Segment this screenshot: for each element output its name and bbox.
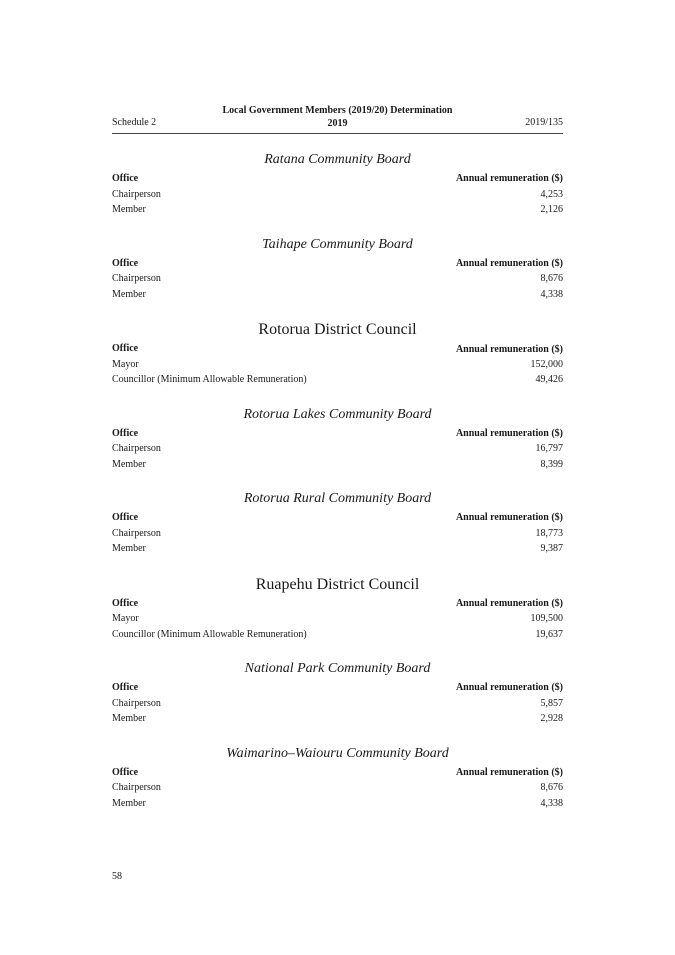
office-cell: Councillor (Minimum Allowable Remuneration) [112,374,307,385]
table-row [112,287,563,303]
section-title: Ratana Community Board [264,152,411,167]
amount-cell: 109,500 [530,613,563,624]
table-row [112,611,563,627]
table-row [112,711,563,727]
table-row [112,372,563,388]
document-number: 2019/135 [525,117,563,128]
office-cell: Member [112,458,146,470]
amount-cell: 4,338 [540,797,563,809]
table-row [112,357,563,373]
table-header [112,426,563,442]
amount-cell: 8,399 [540,458,563,470]
section-title: National Park Community Board [244,661,431,676]
section-title: Waimarino–Waiouru Community Board [226,745,449,761]
table-row [112,202,563,218]
table-header [112,680,563,696]
amount-cell: 152,000 [530,358,563,370]
section-title: Taihape Community Board [262,236,413,252]
running-header [112,104,563,134]
table-row [112,457,563,473]
table-row [112,627,563,643]
table-header [112,765,563,781]
column-header-amount: Annual remuneration ($) [455,427,563,439]
section-board [112,660,563,727]
table-header [112,341,563,357]
table-row [112,271,563,287]
section-board [112,745,563,812]
office-cell: Chairperson [112,443,161,454]
column-header-amount: Annual remuneration ($) [455,597,563,609]
office-cell: Chairperson [112,782,161,793]
column-header-office: Office [112,427,139,439]
office-cell: Member [112,204,146,215]
document-title-line1: Local Government Members (2019/20) Determination [222,105,453,116]
office-cell: Member [112,543,146,554]
section-title: Ruapehu District Council [255,575,420,593]
amount-cell: 9,387 [540,543,563,554]
column-header-office: Office [112,343,139,354]
section-title: Rotorua Rural Community Board [243,491,432,506]
office-cell: Chairperson [112,527,161,539]
table-row [112,796,563,812]
column-header-amount: Annual remuneration ($) [455,173,563,184]
table-row [112,780,563,796]
column-header-office: Office [112,682,139,693]
table-header [112,510,563,526]
section-board [112,490,563,557]
amount-cell: 49,426 [535,374,563,385]
table-header [112,256,563,272]
amount-cell: 8,676 [540,273,563,284]
column-header-office: Office [112,512,139,523]
amount-cell: 4,253 [540,188,563,200]
amount-cell: 2,126 [540,204,563,215]
table-header [112,171,563,187]
schedule-label: Schedule 2 [112,117,157,128]
document-title-line2: 2019 [327,118,348,129]
section-board [112,151,563,218]
office-cell: Chairperson [112,273,161,284]
table-row [112,187,563,203]
office-cell: Mayor [112,358,139,370]
amount-cell: 8,676 [540,782,563,793]
amount-cell: 2,928 [540,713,563,724]
amount-cell: 18,773 [535,527,563,539]
column-header-office: Office [112,766,139,778]
remuneration-tables [112,133,563,811]
section-board [112,236,563,303]
office-cell: Chairperson [112,697,161,709]
column-header-amount: Annual remuneration ($) [455,344,563,355]
column-header-amount: Annual remuneration ($) [455,766,563,778]
table-row [112,441,563,457]
section-council [112,576,563,643]
page-number: 58 [112,871,122,882]
office-cell: Councillor (Minimum Allowable Remuneration) [112,628,307,640]
section-title: Rotorua Lakes Community Board [243,406,432,422]
office-cell: Member [112,713,146,724]
column-header-office: Office [112,257,139,269]
table-header [112,596,563,612]
amount-cell: 4,338 [540,288,563,300]
amount-cell: 16,797 [535,443,563,454]
section-title: Rotorua District Council [258,321,417,338]
column-header-amount: Annual remuneration ($) [455,682,563,693]
section-board [112,406,563,473]
amount-cell: 5,857 [540,697,563,709]
amount-cell: 19,637 [535,628,563,640]
office-cell: Chairperson [112,188,161,200]
office-cell: Mayor [112,613,139,624]
office-cell: Member [112,797,146,809]
column-header-office: Office [112,173,139,184]
table-row [112,696,563,712]
section-council [112,321,563,388]
document-title [112,104,563,130]
column-header-amount: Annual remuneration ($) [455,257,563,269]
table-row [112,526,563,542]
column-header-amount: Annual remuneration ($) [455,512,563,523]
table-row [112,541,563,557]
column-header-office: Office [112,597,139,609]
office-cell: Member [112,288,146,300]
